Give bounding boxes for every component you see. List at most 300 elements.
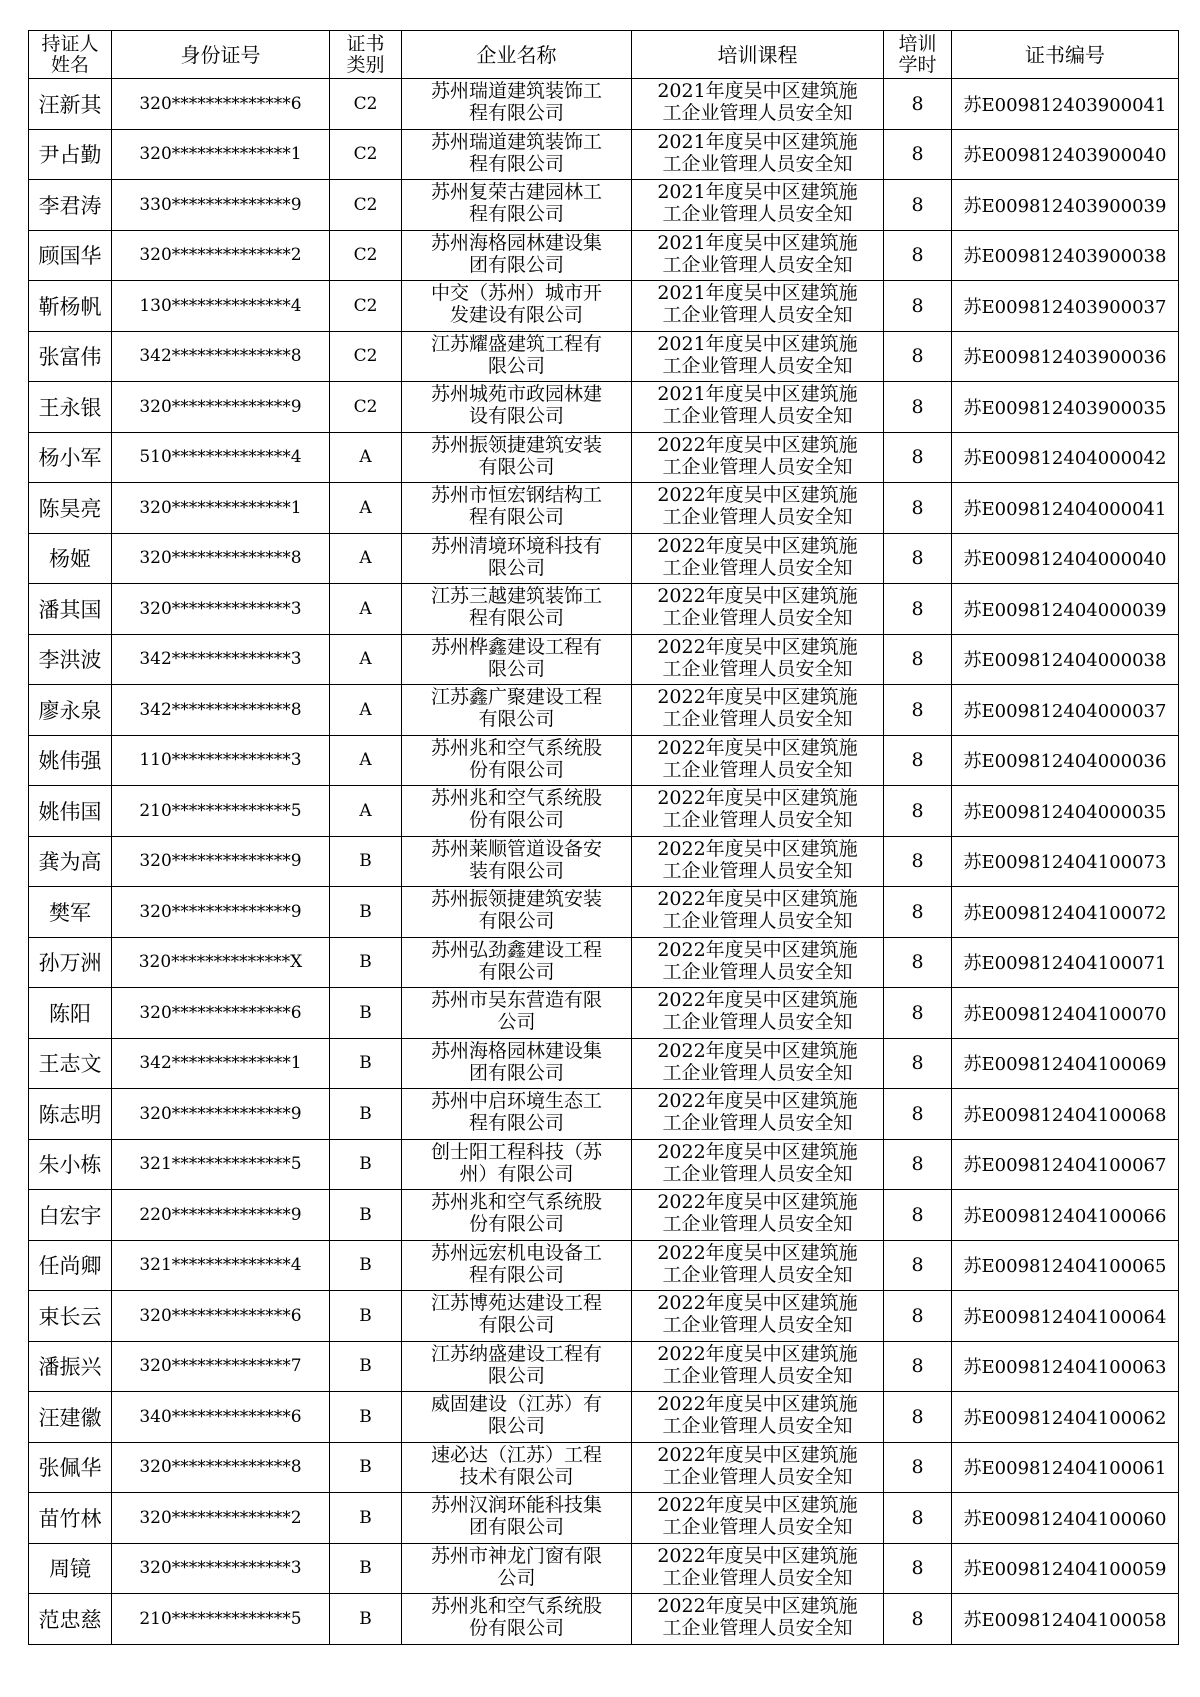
company-cell (402, 584, 632, 635)
cert-type-cell: B (330, 988, 402, 1039)
course-text (632, 231, 883, 280)
course-line-l1: 2022年度吴中区建筑施 (657, 635, 858, 658)
company-line-l2: 团有限公司 (468, 253, 564, 276)
company-line-l1: 苏州市神龙门窗有限 (430, 1544, 602, 1567)
id-number-cell: 320**************6 (112, 988, 330, 1039)
course-cell (632, 1139, 884, 1190)
cert-number-cell: 苏E009812404000038 (952, 634, 1179, 685)
hours-cell: 8 (884, 1190, 952, 1241)
course-line-l1: 2021年度吴中区建筑施 (657, 231, 858, 254)
company-text (402, 130, 631, 179)
holder-name-cell: 杨小军 (29, 432, 112, 483)
course-line-l1: 2022年度吴中区建筑施 (657, 1292, 858, 1315)
id-number-cell: 342**************8 (112, 685, 330, 736)
company-line-l1: 苏州桦鑫建设工程有 (430, 635, 602, 658)
company-cell (402, 533, 632, 584)
table-row (29, 685, 1179, 736)
course-line-l1: 2022年度吴中区建筑施 (657, 433, 858, 456)
company-line-l2: 程有限公司 (468, 506, 564, 529)
course-cell (632, 1038, 884, 1089)
company-cell (402, 634, 632, 685)
company-text (402, 1140, 631, 1189)
company-line-l1: 苏州兆和空气系统股 (430, 1595, 602, 1618)
cert-number-cell: 苏E009812403900039 (952, 180, 1179, 231)
course-cell (632, 584, 884, 635)
company-line-l2: 团有限公司 (468, 1516, 564, 1539)
company-text (402, 1544, 631, 1593)
company-line-l2: 有限公司 (478, 910, 555, 933)
course-cell (632, 1240, 884, 1291)
cert-type-cell: C2 (330, 281, 402, 332)
id-number-cell: 330**************9 (112, 180, 330, 231)
course-text (632, 130, 883, 179)
holder-name-cell: 樊军 (29, 887, 112, 938)
course-line-l2: 工企业管理人员安全知 (662, 910, 853, 933)
company-cell (402, 988, 632, 1039)
course-text (632, 79, 883, 128)
id-number-cell: 320**************X (112, 937, 330, 988)
header-company: 企业名称 (402, 31, 632, 79)
header-holder-name (29, 31, 112, 79)
company-cell (402, 1442, 632, 1493)
company-line-l2: 公司 (497, 1566, 536, 1589)
holder-name-cell: 张富伟 (29, 331, 112, 382)
company-line-l1: 江苏博苑达建设工程 (430, 1292, 602, 1315)
course-line-l2: 工企业管理人员安全知 (662, 1061, 853, 1084)
company-text (402, 1190, 631, 1239)
table-row (29, 331, 1179, 382)
course-line-l1: 2022年度吴中区建筑施 (657, 1393, 858, 1416)
cert-type-cell: A (330, 634, 402, 685)
cert-number-cell: 苏E009812403900040 (952, 129, 1179, 180)
holder-name-cell: 潘振兴 (29, 1341, 112, 1392)
header-hours-label: 培训学时 (898, 32, 937, 76)
course-line-l1: 2022年度吴中区建筑施 (657, 787, 858, 810)
table-row (29, 79, 1179, 130)
id-number-cell: 342**************3 (112, 634, 330, 685)
company-line-l2: 份有限公司 (468, 1617, 564, 1640)
company-text (402, 1493, 631, 1542)
course-line-l1: 2021年度吴中区建筑施 (657, 130, 858, 153)
cert-number-cell: 苏E009812404000037 (952, 685, 1179, 736)
id-number-cell: 320**************6 (112, 79, 330, 130)
company-text (402, 837, 631, 886)
holder-name-cell: 白宏宇 (29, 1190, 112, 1241)
company-line-l1: 苏州海格园林建设集 (430, 231, 602, 254)
table-row (29, 836, 1179, 887)
course-text (632, 483, 883, 532)
course-cell (632, 382, 884, 433)
company-line-l2: 有限公司 (478, 708, 555, 731)
table-row (29, 1139, 1179, 1190)
id-number-cell: 320**************8 (112, 1442, 330, 1493)
cert-number-cell: 苏E009812404100066 (952, 1190, 1179, 1241)
company-cell (402, 786, 632, 837)
cert-type-cell: C2 (330, 180, 402, 231)
company-line-l1: 苏州复荣古建园林工 (430, 181, 602, 204)
table-row (29, 1190, 1179, 1241)
company-line-l1: 苏州清境环境科技有 (430, 534, 602, 557)
table-row (29, 1240, 1179, 1291)
holder-name-cell: 姚伟国 (29, 786, 112, 837)
company-line-l2: 有限公司 (478, 1314, 555, 1337)
cert-type-cell: A (330, 584, 402, 635)
company-line-l1: 威固建设（江苏）有 (430, 1393, 602, 1416)
table-row (29, 230, 1179, 281)
table-row (29, 281, 1179, 332)
id-number-cell: 210**************5 (112, 1594, 330, 1645)
company-line-l1: 江苏鑫广聚建设工程 (430, 686, 602, 709)
cert-type-cell: B (330, 1543, 402, 1594)
id-number-cell: 320**************2 (112, 1493, 330, 1544)
header-id-number: 身份证号 (112, 31, 330, 79)
course-line-l2: 工企业管理人员安全知 (662, 152, 853, 175)
holder-name-cell: 李洪波 (29, 634, 112, 685)
holder-name-cell: 杨姬 (29, 533, 112, 584)
course-cell (632, 988, 884, 1039)
course-cell (632, 634, 884, 685)
table-row (29, 634, 1179, 685)
company-line-l1: 苏州振领捷建筑安装 (430, 888, 602, 911)
company-cell (402, 1543, 632, 1594)
holder-name-cell: 任尚卿 (29, 1240, 112, 1291)
holder-name-cell: 张佩华 (29, 1442, 112, 1493)
cert-number-cell: 苏E009812404100060 (952, 1493, 1179, 1544)
cert-number-cell: 苏E009812404000040 (952, 533, 1179, 584)
course-text (632, 1190, 883, 1239)
company-line-l1: 速必达（江苏）工程 (430, 1443, 602, 1466)
company-cell (402, 1089, 632, 1140)
course-line-l1: 2022年度吴中区建筑施 (657, 736, 858, 759)
course-text (632, 1241, 883, 1290)
course-line-l1: 2022年度吴中区建筑施 (657, 1494, 858, 1517)
hours-cell: 8 (884, 129, 952, 180)
header-cert-type (330, 31, 402, 79)
company-line-l2: 装有限公司 (468, 859, 564, 882)
cert-type-cell: B (330, 887, 402, 938)
hours-cell: 8 (884, 1493, 952, 1544)
table-row (29, 180, 1179, 231)
holder-name-cell: 束长云 (29, 1291, 112, 1342)
company-line-l2: 程有限公司 (468, 1112, 564, 1135)
table-row (29, 432, 1179, 483)
cert-type-cell: B (330, 1341, 402, 1392)
company-text (402, 180, 631, 229)
course-text (632, 281, 883, 330)
id-number-cell: 320**************6 (112, 1291, 330, 1342)
id-number-cell: 510**************4 (112, 432, 330, 483)
holder-name-cell: 王永银 (29, 382, 112, 433)
cert-number-cell: 苏E009812404100072 (952, 887, 1179, 938)
hours-cell: 8 (884, 1442, 952, 1493)
table-row (29, 937, 1179, 988)
company-line-l1: 苏州振领捷建筑安装 (430, 433, 602, 456)
company-text (402, 938, 631, 987)
certificate-table-sheet (28, 30, 1178, 1645)
hours-cell: 8 (884, 281, 952, 332)
company-cell (402, 937, 632, 988)
course-line-l2: 工企业管理人员安全知 (662, 253, 853, 276)
company-line-l2: 团有限公司 (468, 1061, 564, 1084)
header-course: 培训课程 (632, 31, 884, 79)
table-row (29, 382, 1179, 433)
company-cell (402, 281, 632, 332)
cert-number-cell: 苏E009812404100062 (952, 1392, 1179, 1443)
company-line-l2: 程有限公司 (468, 1263, 564, 1286)
course-line-l2: 工企业管理人员安全知 (662, 506, 853, 529)
holder-name-cell: 孙万洲 (29, 937, 112, 988)
company-line-l2: 有限公司 (478, 455, 555, 478)
company-line-l2: 州）有限公司 (459, 1162, 574, 1185)
cert-number-cell: 苏E009812404100073 (952, 836, 1179, 887)
company-cell (402, 1341, 632, 1392)
company-cell (402, 180, 632, 231)
holder-name-cell: 朱小栋 (29, 1139, 112, 1190)
course-text (632, 1089, 883, 1138)
company-line-l2: 限公司 (487, 354, 545, 377)
table-row (29, 584, 1179, 635)
course-line-l1: 2021年度吴中区建筑施 (657, 181, 858, 204)
company-cell (402, 1594, 632, 1645)
company-text (402, 988, 631, 1037)
cert-number-cell: 苏E009812403900035 (952, 382, 1179, 433)
course-cell (632, 129, 884, 180)
table-row (29, 483, 1179, 534)
holder-name-cell: 尹占勤 (29, 129, 112, 180)
course-text (632, 1594, 883, 1643)
course-line-l2: 工企业管理人员安全知 (662, 304, 853, 327)
cert-number-cell: 苏E009812404000039 (952, 584, 1179, 635)
course-line-l2: 工企业管理人员安全知 (662, 1566, 853, 1589)
company-line-l1: 苏州瑞道建筑装饰工 (430, 130, 602, 153)
course-text (632, 736, 883, 785)
hours-cell: 8 (884, 1291, 952, 1342)
hours-cell: 8 (884, 533, 952, 584)
company-cell (402, 836, 632, 887)
course-text (632, 1443, 883, 1492)
course-line-l2: 工企业管理人员安全知 (662, 1364, 853, 1387)
course-line-l2: 工企业管理人员安全知 (662, 859, 853, 882)
cert-number-cell: 苏E009812404100065 (952, 1240, 1179, 1291)
table-row (29, 1392, 1179, 1443)
company-line-l1: 苏州市恒宏钢结构工 (430, 484, 602, 507)
hours-cell: 8 (884, 836, 952, 887)
holder-name-cell: 龚为高 (29, 836, 112, 887)
course-cell (632, 1543, 884, 1594)
cert-type-cell: A (330, 432, 402, 483)
table-row (29, 1291, 1179, 1342)
company-line-l2: 程有限公司 (468, 607, 564, 630)
hours-cell: 8 (884, 1543, 952, 1594)
hours-cell: 8 (884, 988, 952, 1039)
hours-cell: 8 (884, 735, 952, 786)
hours-cell: 8 (884, 1038, 952, 1089)
course-line-l2: 工企业管理人员安全知 (662, 708, 853, 731)
company-cell (402, 1190, 632, 1241)
company-cell (402, 331, 632, 382)
company-text (402, 1392, 631, 1441)
course-line-l2: 工企业管理人员安全知 (662, 1314, 853, 1337)
company-cell (402, 1493, 632, 1544)
course-line-l1: 2022年度吴中区建筑施 (657, 1443, 858, 1466)
company-line-l1: 苏州弘劲鑫建设工程 (430, 938, 602, 961)
course-text (632, 1342, 883, 1391)
company-line-l1: 苏州海格园林建设集 (430, 1039, 602, 1062)
cert-number-cell: 苏E009812404100063 (952, 1341, 1179, 1392)
company-line-l1: 苏州远宏机电设备工 (430, 1241, 602, 1264)
table-row (29, 1543, 1179, 1594)
company-text (402, 1039, 631, 1088)
company-cell (402, 483, 632, 534)
course-line-l1: 2021年度吴中区建筑施 (657, 383, 858, 406)
hours-cell: 8 (884, 887, 952, 938)
course-cell (632, 836, 884, 887)
id-number-cell: 110**************3 (112, 735, 330, 786)
company-line-l2: 有限公司 (478, 960, 555, 983)
cert-type-cell: B (330, 1240, 402, 1291)
company-text (402, 685, 631, 734)
course-cell (632, 1493, 884, 1544)
course-cell (632, 1089, 884, 1140)
company-cell (402, 1038, 632, 1089)
course-line-l1: 2022年度吴中区建筑施 (657, 585, 858, 608)
course-cell (632, 79, 884, 130)
company-text (402, 1342, 631, 1391)
cert-number-cell: 苏E009812404000035 (952, 786, 1179, 837)
table-row (29, 1442, 1179, 1493)
company-text (402, 382, 631, 431)
course-line-l2: 工企业管理人员安全知 (662, 1112, 853, 1135)
course-line-l1: 2022年度吴中区建筑施 (657, 1342, 858, 1365)
course-cell (632, 685, 884, 736)
course-text (632, 1493, 883, 1542)
cert-number-cell: 苏E009812404100071 (952, 937, 1179, 988)
course-text (632, 1291, 883, 1340)
hours-cell: 8 (884, 1240, 952, 1291)
table-body (29, 79, 1179, 1645)
company-cell (402, 432, 632, 483)
holder-name-cell: 李君涛 (29, 180, 112, 231)
course-text (632, 180, 883, 229)
course-cell (632, 483, 884, 534)
company-text (402, 887, 631, 936)
header-holder-name-label: 持证人姓名 (41, 32, 99, 76)
cert-type-cell: A (330, 685, 402, 736)
course-text (632, 433, 883, 482)
course-cell (632, 1392, 884, 1443)
cert-type-cell: B (330, 1139, 402, 1190)
holder-name-cell: 王志文 (29, 1038, 112, 1089)
hours-cell: 8 (884, 634, 952, 685)
company-line-l1: 江苏三越建筑装饰工 (430, 585, 602, 608)
table-row (29, 129, 1179, 180)
company-line-l1: 江苏纳盛建设工程有 (430, 1342, 602, 1365)
course-cell (632, 1341, 884, 1392)
hours-cell: 8 (884, 1341, 952, 1392)
hours-cell: 8 (884, 685, 952, 736)
cert-type-cell: C2 (330, 230, 402, 281)
course-line-l2: 工企业管理人员安全知 (662, 1263, 853, 1286)
company-line-l2: 程有限公司 (468, 203, 564, 226)
company-text (402, 534, 631, 583)
hours-cell: 8 (884, 382, 952, 433)
holder-name-cell: 汪新其 (29, 79, 112, 130)
course-line-l2: 工企业管理人员安全知 (662, 1162, 853, 1185)
table-row (29, 1038, 1179, 1089)
hours-cell: 8 (884, 230, 952, 281)
table-row (29, 786, 1179, 837)
course-line-l2: 工企业管理人员安全知 (662, 556, 853, 579)
course-line-l2: 工企业管理人员安全知 (662, 960, 853, 983)
company-line-l2: 限公司 (487, 1415, 545, 1438)
course-line-l1: 2022年度吴中区建筑施 (657, 888, 858, 911)
course-line-l2: 工企业管理人员安全知 (662, 1617, 853, 1640)
course-line-l2: 工企业管理人员安全知 (662, 809, 853, 832)
hours-cell: 8 (884, 937, 952, 988)
company-text (402, 635, 631, 684)
company-line-l2: 程有限公司 (468, 102, 564, 125)
course-text (632, 584, 883, 633)
company-line-l2: 份有限公司 (468, 1213, 564, 1236)
course-line-l1: 2022年度吴中区建筑施 (657, 1544, 858, 1567)
course-line-l1: 2022年度吴中区建筑施 (657, 1039, 858, 1062)
course-cell (632, 937, 884, 988)
id-number-cell: 320**************3 (112, 584, 330, 635)
company-cell (402, 79, 632, 130)
cert-type-cell: A (330, 735, 402, 786)
cert-number-cell: 苏E009812404000041 (952, 483, 1179, 534)
course-line-l1: 2022年度吴中区建筑施 (657, 1595, 858, 1618)
company-line-l2: 公司 (497, 1011, 536, 1034)
cert-type-cell: B (330, 1442, 402, 1493)
certificate-table (28, 30, 1179, 1645)
holder-name-cell: 陈阳 (29, 988, 112, 1039)
course-cell (632, 735, 884, 786)
company-text (402, 332, 631, 381)
hours-cell: 8 (884, 584, 952, 635)
company-cell (402, 887, 632, 938)
course-line-l2: 工企业管理人员安全知 (662, 405, 853, 428)
course-cell (632, 180, 884, 231)
course-cell (632, 533, 884, 584)
id-number-cell: 321**************5 (112, 1139, 330, 1190)
id-number-cell: 321**************4 (112, 1240, 330, 1291)
hours-cell: 8 (884, 331, 952, 382)
course-text (632, 887, 883, 936)
id-number-cell: 320**************9 (112, 887, 330, 938)
table-row (29, 1594, 1179, 1645)
cert-type-cell: C2 (330, 331, 402, 382)
cert-number-cell: 苏E009812404100070 (952, 988, 1179, 1039)
course-line-l1: 2022年度吴中区建筑施 (657, 837, 858, 860)
holder-name-cell: 顾国华 (29, 230, 112, 281)
course-line-l1: 2022年度吴中区建筑施 (657, 534, 858, 557)
company-line-l1: 苏州兆和空气系统股 (430, 787, 602, 810)
cert-type-cell: A (330, 786, 402, 837)
table-row (29, 887, 1179, 938)
course-line-l1: 2021年度吴中区建筑施 (657, 80, 858, 103)
id-number-cell: 320**************8 (112, 533, 330, 584)
cert-number-cell: 苏E009812404000036 (952, 735, 1179, 786)
hours-cell: 8 (884, 1089, 952, 1140)
hours-cell: 8 (884, 180, 952, 231)
course-line-l1: 2021年度吴中区建筑施 (657, 332, 858, 355)
table-row (29, 1341, 1179, 1392)
company-text (402, 281, 631, 330)
holder-name-cell: 潘其国 (29, 584, 112, 635)
holder-name-cell: 陈志明 (29, 1089, 112, 1140)
company-cell (402, 129, 632, 180)
